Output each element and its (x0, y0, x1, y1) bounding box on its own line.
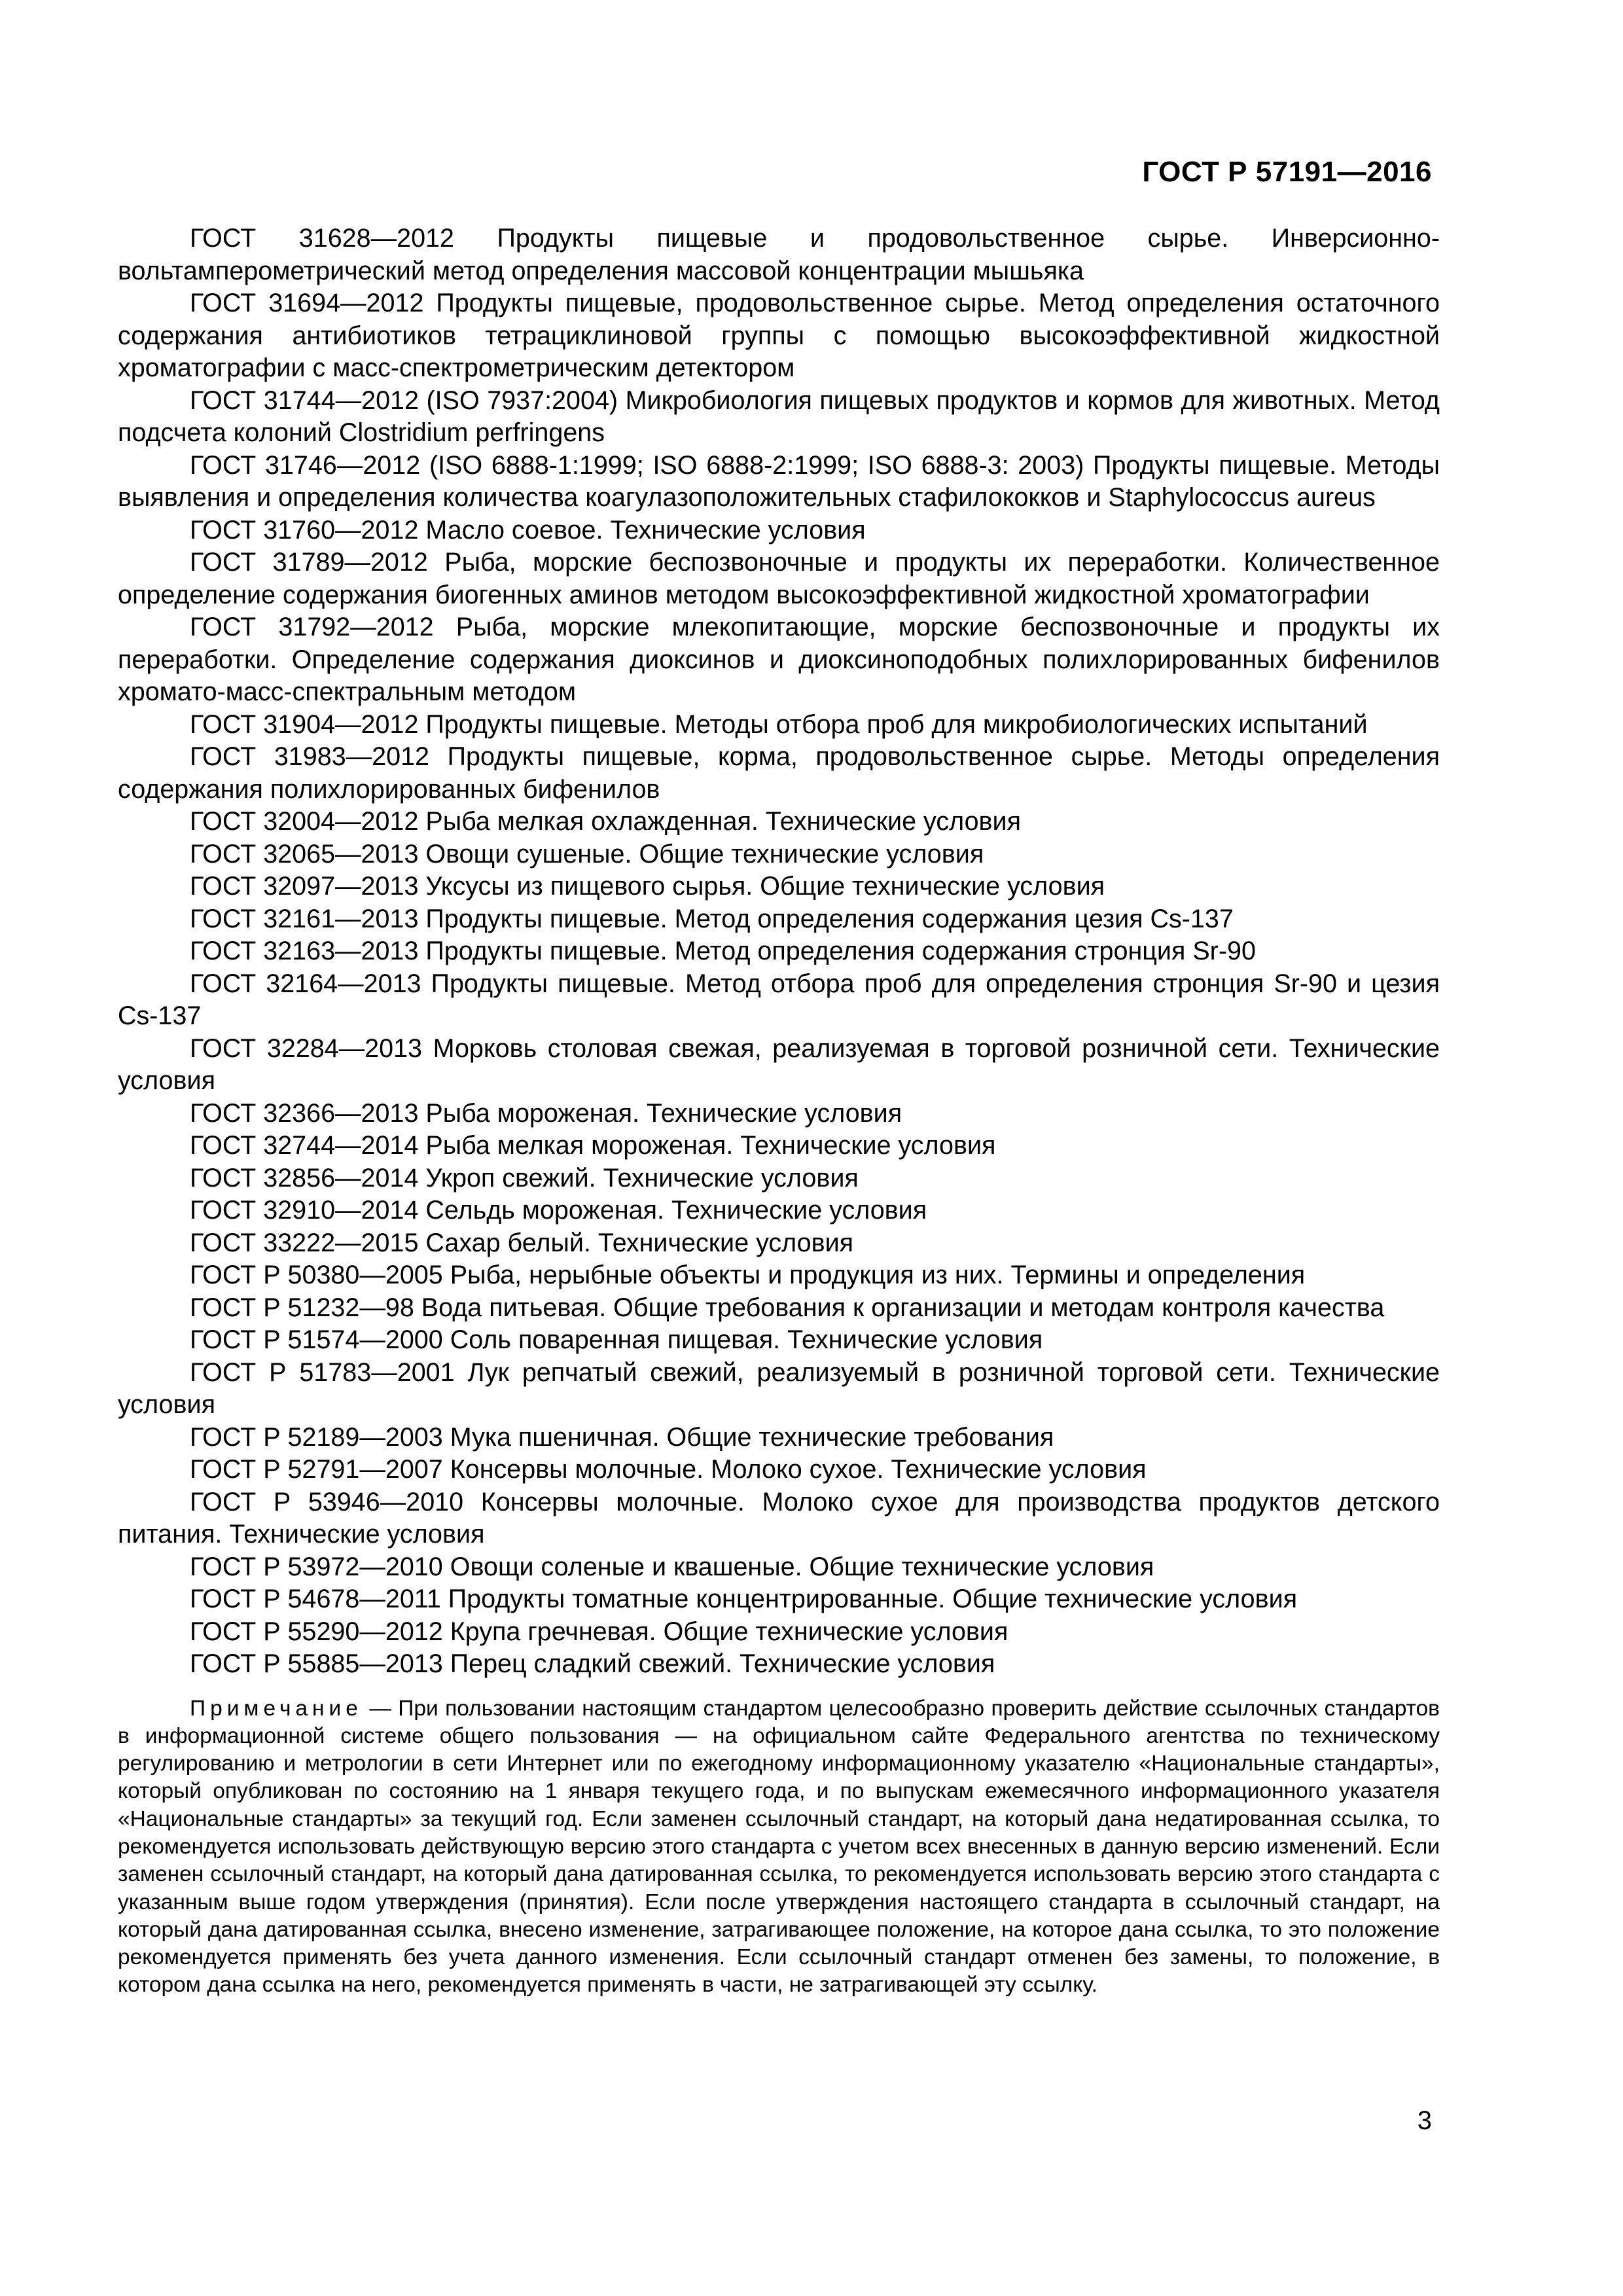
reference-item: ГОСТ Р 51232—98 Вода питьевая. Общие требования к организации и методам контроля качества (190, 1293, 1385, 1322)
reference-item: ГОСТ 31744—2012 (ISO 7937:2004) Микробиология пищевых продуктов и кормов для животных. Метод подсчета колоний Clostridium perfringens (118, 386, 1440, 447)
reference-item: ГОСТ 31983—2012 Продукты пищевые, корма, продовольственное сырье. Методы определения содержания полихлорированных бифенилов (118, 742, 1440, 804)
reference-item: ГОСТ 31628—2012 Продукты пищевые и продовольственное сырье. Инверсионно-вольтамперометрический метод определения массовой концентрации мышьяка (118, 224, 1440, 285)
note-label: Примечание (190, 1696, 363, 1721)
reference-item: ГОСТ 31760—2012 Масло соевое. Технические условия (190, 515, 866, 545)
reference-item: ГОСТ 31746—2012 (ISO 6888-1:1999; ISO 6888-2:1999; ISO 6888-3: 2003) Продукты пищевые. Методы выявления и определения количества коагулазоположительных стафилококков и Staphylococcus aureus (118, 450, 1440, 512)
reference-item: ГОСТ 32161—2013 Продукты пищевые. Метод определения содержания цезия Cs-137 (190, 904, 1234, 933)
reference-item: ГОСТ 32744—2014 Рыба мелкая мороженая. Технические условия (190, 1131, 996, 1160)
reference-item: ГОСТ Р 55290—2012 Крупа гречневая. Общие технические условия (190, 1617, 1008, 1646)
document-number-header: ГОСТ Р 57191—2016 (1142, 156, 1432, 188)
reference-item: ГОСТ 32163—2013 Продукты пищевые. Метод определения содержания стронция Sr-90 (190, 937, 1256, 965)
reference-item: ГОСТ 32004—2012 Рыба мелкая охлажденная. Технические условия (190, 807, 1021, 836)
reference-item: ГОСТ Р 52791—2007 Консервы молочные. Молоко сухое. Технические условия (190, 1455, 1147, 1484)
reference-item: ГОСТ 32910—2014 Сельдь мороженая. Технические условия (190, 1196, 927, 1225)
reference-item: ГОСТ 33222—2015 Сахар белый. Технические условия (190, 1228, 854, 1257)
reference-item: ГОСТ Р 50380—2005 Рыба, нерыбные объекты и продукция из них. Термины и определения (190, 1261, 1306, 1289)
reference-item: ГОСТ 31792—2012 Рыба, морские млекопитающие, морские беспозвоночные и продукты их переработки. Определение содержания диоксинов и диоксиноподобных полихлорированных бифенилов хромато-масс-спектральным методом (118, 613, 1440, 706)
reference-item: ГОСТ 32856—2014 Укроп свежий. Технические условия (190, 1163, 859, 1193)
reference-item: ГОСТ 32065—2013 Овощи сушеные. Общие технические условия (190, 839, 984, 869)
reference-item: ГОСТ Р 53946—2010 Консервы молочные. Молоко сухое для производства продуктов детского питания. Технические условия (118, 1487, 1440, 1549)
reference-item: ГОСТ 31904—2012 Продукты пищевые. Методы отбора проб для микробиологических испытаний (190, 709, 1368, 739)
reference-item: ГОСТ Р 51574—2000 Соль поваренная пищевая. Технические условия (190, 1325, 1043, 1354)
reference-item: ГОСТ Р 51783—2001 Лук репчатый свежий, реализуемый в розничной торговой сети. Технические условия (118, 1357, 1440, 1419)
reference-item: ГОСТ Р 54678—2011 Продукты томатные концентрированные. Общие технические условия (190, 1585, 1298, 1613)
reference-item: ГОСТ 31694—2012 Продукты пищевые, продовольственное сырье. Метод определения остаточного содержания антибиотиков тетрациклиновой группы с помощью высокоэффективной жидкостной хроматографии с масс-спектрометрическим детектором (118, 289, 1440, 382)
reference-item: ГОСТ Р 53972—2010 Овощи соленые и квашеные. Общие технические условия (190, 1552, 1154, 1581)
reference-list (118, 223, 1440, 1681)
reference-item: ГОСТ 32097—2013 Уксусы из пищевого сырья. Общие технические условия (190, 872, 1105, 901)
note-paragraph (118, 1695, 1440, 2000)
reference-item: ГОСТ 31789—2012 Рыба, морские беспозвоночные и продукты их переработки. Количественное определение содержания биогенных аминов методом высокоэффективной жидкостной хроматографии (118, 548, 1440, 609)
page-number: 3 (1417, 2106, 1432, 2135)
note-text: — При пользовании настоящим стандартом целесообразно проверить действие ссылочных стандартов в информационной системе общего пользования — на официальном сайте Федерального агентства по техническому регулированию и метрологии в сети Интернет или по ежегодному информационному указателю «Национальные стандарты», который опубликован по состоянию на 1 января текущего года, и по выпускам ежемесячного информационного указателя «Национальные стандарты» за текущий год. Если заменен ссылочный стандарт, на который дана недатированная ссылка, то рекомендуется использовать действующую версию этого стандарта с учетом всех внесенных в данную версию изменений. Если заменен ссылочный стандарт, на который дана датированная ссылка, то рекомендуется использовать версию этого стандарта с указанным выше годом утверждения (принятия). Если после утверждения настоящего стандарта в ссылочный стандарт, на который дана датированная ссылка, внесено изменение, затрагивающее положение, на которое дана ссылка, то это положение рекомендуется применять без учета данного изменения. Если ссылочный стандарт отменен без замены, то положение, в котором дана ссылка на него, рекомендуется применять в части, не затрагивающей эту ссылку. (118, 1696, 1440, 1998)
reference-item: ГОСТ 32284—2013 Морковь столовая свежая, реализуемая в торговой розничной сети. Технические условия (118, 1033, 1440, 1095)
normative-references (118, 223, 1440, 2021)
reference-item: ГОСТ 32366—2013 Рыба мороженая. Технические условия (190, 1098, 902, 1128)
reference-item: ГОСТ Р 52189—2003 Мука пшеничная. Общие технические требования (190, 1422, 1054, 1452)
reference-item: ГОСТ Р 55885—2013 Перец сладкий свежий. Технические условия (190, 1649, 995, 1678)
reference-item: ГОСТ 32164—2013 Продукты пищевые. Метод отбора проб для определения стронция Sr-90 и цезия Cs-137 (118, 969, 1440, 1030)
